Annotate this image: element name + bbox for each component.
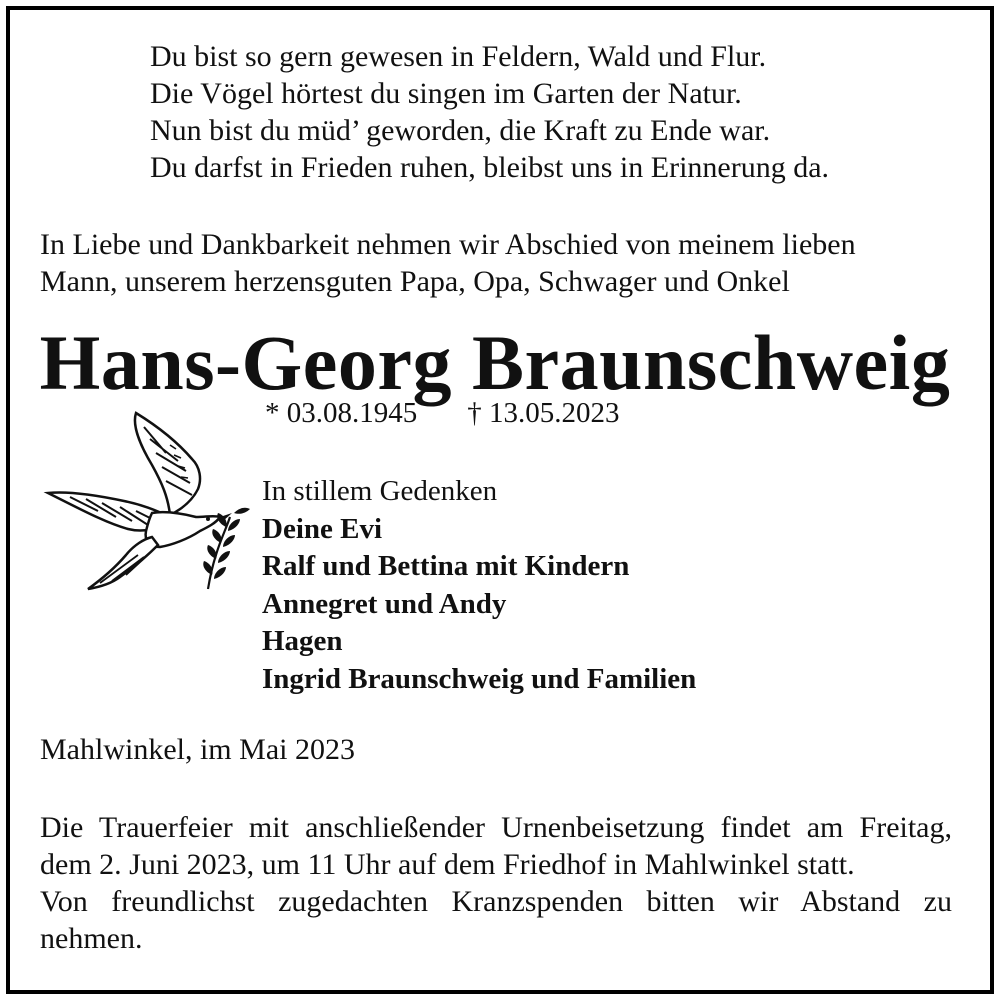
birth-date: * 03.08.1945	[265, 397, 418, 429]
deceased-name: Hans-Georg Braunschweig	[39, 319, 951, 406]
poem-line: Nun bist du müd’ geworden, die Kraft zu Ende war.	[150, 114, 771, 147]
poem-line: Du bist so gern gewesen in Feldern, Wald und Flur.	[150, 40, 767, 73]
service-line: dem 2. Juni 2023, um 11 Uhr auf dem Friedhof in Mahlwinkel statt.	[40, 848, 855, 881]
mourner-name: Deine Evi	[262, 512, 383, 545]
intro-line: Mann, unserem herzensguten Papa, Opa, Schwager und Onkel	[40, 265, 790, 298]
service-line: nehmen.	[40, 922, 143, 955]
mourners-block	[262, 473, 696, 698]
service-line: Von freundlichst zugedachten Kranzspenden bitten wir Abstand zu	[40, 885, 952, 918]
mourner-name: Annegret und Andy	[262, 587, 507, 620]
poem-line: Die Vögel hörtest du singen im Garten der Natur.	[150, 77, 742, 110]
death-date: † 13.05.2023	[467, 397, 620, 429]
dove-with-olive-branch-icon	[40, 405, 255, 595]
intro-text	[40, 226, 960, 300]
life-dates	[265, 395, 620, 431]
mourner-name: Ralf und Bettina mit Kindern	[262, 550, 630, 582]
mourners-heading: In stillem Gedenken	[262, 475, 498, 507]
mourner-name: Hagen	[262, 625, 343, 657]
funeral-service-info	[40, 809, 952, 957]
poem-line: Du darfst in Frieden ruhen, bleibst uns in Erinnerung da.	[150, 151, 830, 184]
memorial-poem	[150, 38, 910, 186]
place-and-date: Mahlwinkel, im Mai 2023	[40, 733, 355, 766]
mourner-name: Ingrid Braunschweig und Familien	[262, 662, 697, 695]
service-line: Die Trauerfeier mit anschließender Urnenbeisetzung findet am Freitag,	[40, 811, 952, 844]
intro-line: In Liebe und Dankbarkeit nehmen wir Abschied von meinem lieben	[40, 228, 856, 261]
